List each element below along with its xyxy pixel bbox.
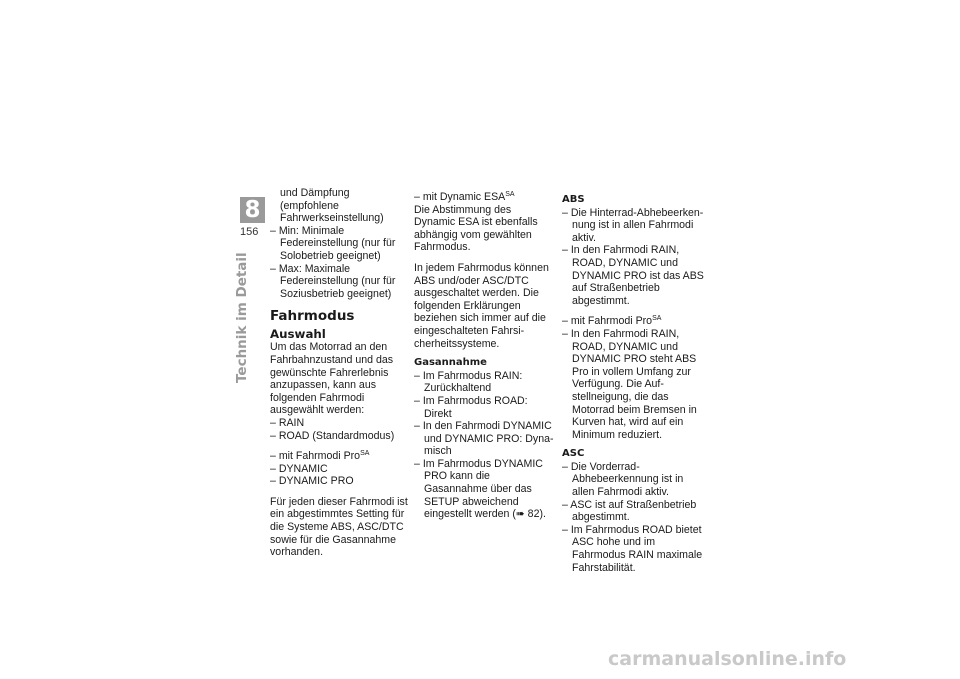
subheading-gasannahme: Gasannahme [414,357,487,369]
list-item: – Im Fahrmodus ROAD bietet ASC hohe und im Fahrmodus RAIN maximale Fahrstabilität. [562,523,703,574]
list-item: – In den Fahrmodi RAIN, ROAD, DYNAMIC und DYNAMIC PRO steht ABS Pro in vollem Umfang zur Verfügung. Die Aufstellneigung, die das Motorrad beim Bremsen in Kurven hat, wird auf ein Minimum reduziert. [562,327,697,441]
continued-text: und Dämpfung (empfohlene Fahrwerkseinstellung) [280,187,384,225]
section-heading-fahrmodus: Fahrmodus [270,308,355,325]
sa-marker: SA [360,450,370,458]
list-item: – In den Fahrmodi RAIN, ROAD, DYNAMIC und DYNAMIC PRO ist das ABS auf Straßenbetrieb abgestimmt. [562,244,704,307]
subheading-asc: ASC [562,448,585,460]
subheading-auswahl: Auswahl [270,327,326,342]
sa-marker: SA [505,191,515,198]
paragraph: Die Abstimmung des Dynamic ESA ist ebenfalls abhängig vom gewählten Fahrmodus. [414,203,538,254]
text-column-3 [562,194,704,574]
list-item: – Max: Maximale Federeinstellung (nur für Soziusbetrieb geeignet) [270,262,396,300]
option-label [562,315,704,328]
paragraph: In jedem Fahrmodus können ABS und/oder ASC/DTC ausgeschaltet werden. Die folgenden Erklärungen beziehen sich immer auf die eingeschalteten Fahrsicherheitssysteme. [414,261,549,350]
page-number: 156 [240,226,259,238]
list-item: – Im Fahrmodus DYNAMIC PRO kann die Gasannahme über das SETUP abweichend eingestellt werden (➠ 82). [414,457,546,521]
list-item: – In den Fahrmodi DYNAMIC und DYNAMIC PRO: Dynamisch [414,420,554,458]
list-item: – Die Vorderrad-Abhebeerkennung ist in allen Fahrmodi aktiv. [562,460,684,499]
text-column-1 [270,187,408,559]
list-item: – RAIN [270,416,305,429]
list-item: – DYNAMIC PRO [270,475,354,488]
option-label-text: – mit Dynamic ESA [414,191,506,203]
list-item: – ASC ist auf Straßenbetrieb abgestimmt. [562,498,697,524]
watermark-text: carmanualsonline.info [608,648,847,670]
list-item: – Im Fahrmodus RAIN: Zurückhaltend [414,369,523,395]
option-label [270,450,408,463]
chapter-number-badge: 8 [240,197,265,223]
chapter-side-title-text: Technik im Detail [234,252,250,383]
list-item: – Min: Minimale Federeinstellung (nur für Solobetrieb geeignet) [270,224,396,262]
text-column-2 [414,191,554,521]
list-item: – ROAD (Standardmodus) [270,429,395,442]
option-label-text: – mit Fahrmodi Pro [562,315,653,328]
list-item: – Die Hinterrad-Abhebeerkennung ist in allen Fahrmodi aktiv. [562,206,704,244]
subheading-abs: ABS [562,194,585,205]
paragraph: Um das Motorrad an den Fahrbahnzustand und das gewünschte Fahrerlebnis anzupassen, kann aus folgenden Fahrmodi ausgewählt werden: [270,341,394,417]
list-item: – DYNAMIC [270,462,328,475]
paragraph: Für jeden dieser Fahrmodi ist ein abgestimmtes Setting für die Systeme ABS, ASC/DTC sowie für die Gasannahme vorhanden. [270,495,408,559]
sa-marker: SA [652,315,662,323]
option-label-text: – mit Fahrmodi Pro [270,450,361,463]
list-item: – Im Fahrmodus ROAD: Direkt [414,394,528,420]
option-label [414,191,554,204]
